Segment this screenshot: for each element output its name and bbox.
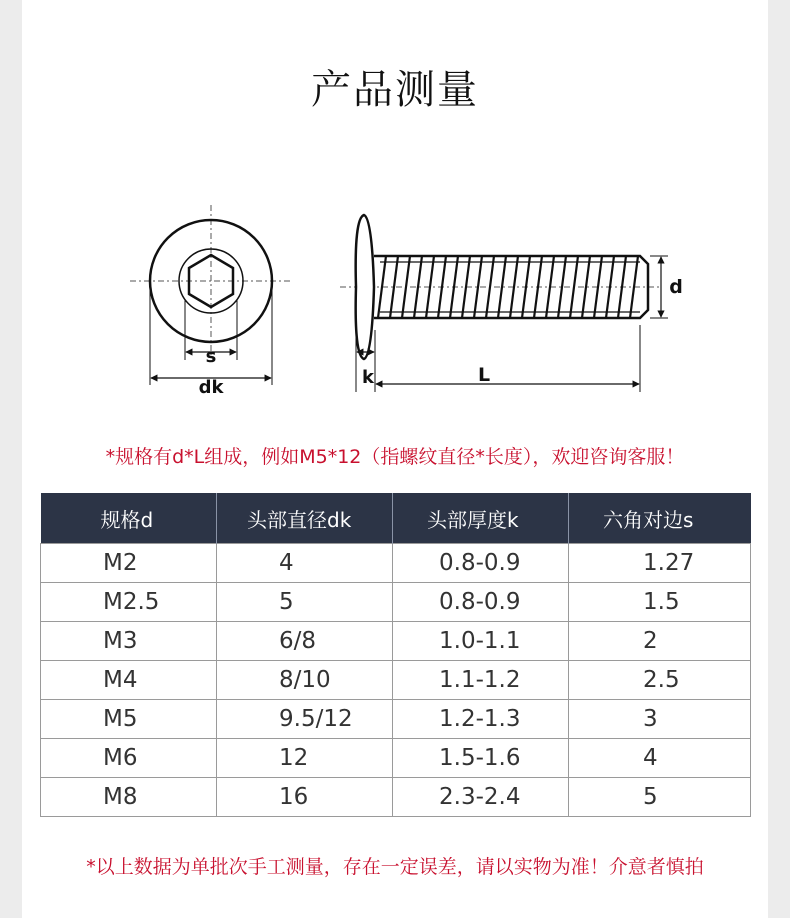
header-head-diameter: 头部直径dk bbox=[217, 493, 393, 544]
cell-dk: 9.5/12 bbox=[217, 700, 393, 739]
cell-s: 1.27 bbox=[569, 544, 751, 583]
cell-dk: 6/8 bbox=[217, 622, 393, 661]
cell-s: 4 bbox=[569, 739, 751, 778]
label-k: k bbox=[362, 367, 374, 388]
cell-k: 0.8-0.9 bbox=[393, 583, 569, 622]
cell-k: 1.2-1.3 bbox=[393, 700, 569, 739]
spec-note: *规格有d*L组成，例如M5*12（指螺纹直径*长度），欢迎咨询客服！ bbox=[105, 446, 685, 468]
table-header-row bbox=[41, 493, 751, 544]
cell-k: 0.8-0.9 bbox=[393, 544, 569, 583]
cell-s: 2 bbox=[569, 622, 751, 661]
cell-dk: 16 bbox=[217, 778, 393, 817]
page-title: 产品测量 bbox=[311, 67, 479, 113]
cell-s: 3 bbox=[569, 700, 751, 739]
cell-spec: M6 bbox=[41, 739, 217, 778]
cell-dk: 5 bbox=[217, 583, 393, 622]
cell-spec: M4 bbox=[41, 661, 217, 700]
cell-spec: M3 bbox=[41, 622, 217, 661]
cell-spec: M2.5 bbox=[41, 583, 217, 622]
table-row bbox=[41, 739, 751, 778]
header-head-thickness: 头部厚度k bbox=[393, 493, 569, 544]
table-row bbox=[41, 583, 751, 622]
label-dk: dk bbox=[198, 377, 224, 398]
cell-dk: 8/10 bbox=[217, 661, 393, 700]
cell-s: 5 bbox=[569, 778, 751, 817]
table-row bbox=[41, 661, 751, 700]
cell-spec: M8 bbox=[41, 778, 217, 817]
cell-k: 1.1-1.2 bbox=[393, 661, 569, 700]
table-row bbox=[41, 622, 751, 661]
cell-dk: 4 bbox=[217, 544, 393, 583]
cell-spec: M2 bbox=[41, 544, 217, 583]
header-spec-d: 规格d bbox=[41, 493, 217, 544]
cell-dk: 12 bbox=[217, 739, 393, 778]
cell-k: 2.3-2.4 bbox=[393, 778, 569, 817]
cell-k: 1.5-1.6 bbox=[393, 739, 569, 778]
spec-table bbox=[40, 493, 751, 817]
cell-s: 1.5 bbox=[569, 583, 751, 622]
header-hex-size: 六角对边s bbox=[569, 493, 751, 544]
screw-side-view bbox=[340, 215, 668, 392]
table-row bbox=[41, 544, 751, 583]
measurement-disclaimer: *以上数据为单批次手工测量，存在一定误差，请以实物为准！介意者慎拍 bbox=[86, 856, 704, 878]
table-row bbox=[41, 778, 751, 817]
label-L: L bbox=[477, 364, 491, 386]
cell-spec: M5 bbox=[41, 700, 217, 739]
label-d: d bbox=[669, 276, 683, 298]
cell-k: 1.0-1.1 bbox=[393, 622, 569, 661]
cell-s: 2.5 bbox=[569, 661, 751, 700]
screw-diagram bbox=[0, 0, 790, 430]
table-row bbox=[41, 700, 751, 739]
label-s: s bbox=[205, 346, 217, 367]
